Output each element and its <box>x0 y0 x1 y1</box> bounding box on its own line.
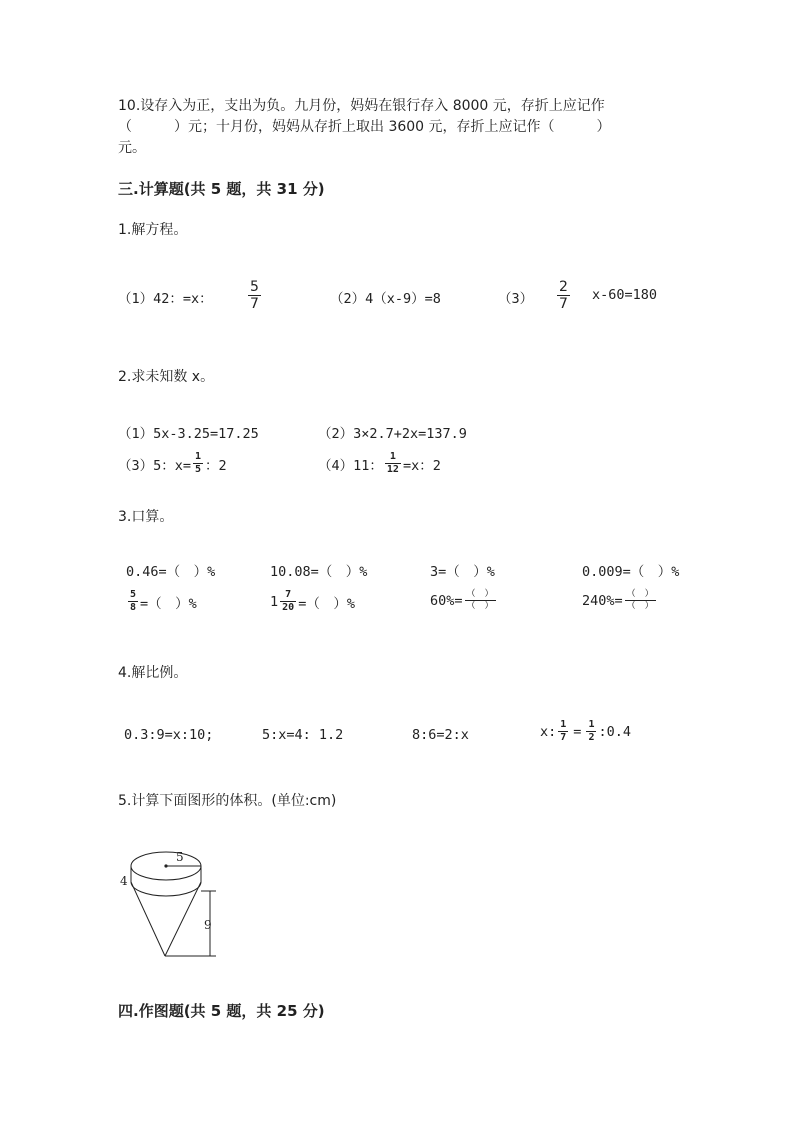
cylinder-height-label: 4 <box>120 874 128 888</box>
unknown-2: （2）3×2.7+2x=137.9 <box>318 426 467 442</box>
cylinder-bottom-arc <box>131 882 201 896</box>
equation-1 <box>118 287 213 307</box>
fraction-denominator: 7 <box>250 296 259 312</box>
equation-2: （2）4（x-9）=8 <box>330 291 441 307</box>
unknown-4 <box>318 452 441 475</box>
q10-line-1: 10.设存入为正，支出为负。九月份，妈妈在银行存入 8000 元，存折上应记作 <box>118 98 605 114</box>
mental-math-8 <box>582 590 658 611</box>
mental-math-7-prefix: 60%= <box>430 592 463 609</box>
cone-right-side <box>165 882 201 956</box>
proportion-2: 5:x=4: 1.2 <box>262 727 344 743</box>
proportion-3: 8:6=2:x <box>412 727 469 743</box>
fraction-numerator: 1 <box>389 451 396 462</box>
fraction-denominator: 20 <box>282 602 295 613</box>
fraction-denominator: 7 <box>560 732 567 743</box>
mental-math-6 <box>270 590 355 613</box>
fraction-denominator: 7 <box>559 296 568 312</box>
fraction-numerator: （ ） <box>466 589 494 599</box>
proportion-4-equals: = <box>573 723 582 740</box>
unknown-3-prefix: （3）5：x= <box>118 457 192 474</box>
mental-math-4: 0.009=（ ）% <box>582 564 680 580</box>
unknown-4-prefix: （4）11： <box>318 457 383 474</box>
q10-line-2: （ ）元；十月份，妈妈从存折上取出 3600 元，存折上应记作（ ） <box>118 119 611 135</box>
problem-1-title: 1.解方程。 <box>118 222 188 238</box>
problem-4-title: 4.解比例。 <box>118 665 188 681</box>
problem-5-title: 5.计算下面图形的体积。(单位:cm) <box>118 793 337 809</box>
fraction-numerator: 7 <box>285 589 292 600</box>
fraction-numerator: （ ） <box>626 589 654 599</box>
proportion-4-prefix: x: <box>540 723 557 740</box>
unknown-3 <box>118 452 227 475</box>
mental-math-3: 3=（ ）% <box>430 564 495 580</box>
mixed-number-whole: 1 <box>270 593 279 610</box>
mental-math-8-prefix: 240%= <box>582 592 623 609</box>
fraction-denominator: 5 <box>195 464 202 475</box>
equation-3-fraction <box>555 280 572 311</box>
equation-3-suffix: x-60=180 <box>592 287 658 303</box>
problem-3-title: 3.口算。 <box>118 509 174 525</box>
section-4-heading: 四.作图题(共 5 题，共 25 分) <box>118 1002 325 1020</box>
cone-left-side <box>131 882 165 956</box>
fraction-numerator: 1 <box>588 719 595 730</box>
fraction-numerator: 1 <box>560 719 567 730</box>
cylinder-cone-figure <box>110 838 230 966</box>
fraction-numerator: 2 <box>559 279 568 295</box>
mental-math-7 <box>430 590 498 611</box>
proportion-4 <box>540 720 631 743</box>
unknown-4-suffix: =x：2 <box>402 457 441 474</box>
proportion-4-suffix: :0.4 <box>598 723 631 740</box>
cone-height-label: 9 <box>204 918 212 932</box>
fraction-denominator: 12 <box>386 464 399 475</box>
fraction-denominator: （ ） <box>466 601 494 611</box>
q10-line-3: 元。 <box>118 140 146 156</box>
fraction-numerator: 5 <box>250 279 259 295</box>
fraction-denominator: （ ） <box>626 601 654 611</box>
equation-1-prefix: （1）42：=x： <box>118 291 213 307</box>
fraction-numerator: 5 <box>130 589 137 600</box>
unknown-3-suffix: ：2 <box>205 457 227 474</box>
radius-label: 5 <box>176 850 184 864</box>
proportion-1: 0.3:9=x:10; <box>124 727 214 743</box>
equation-1-fraction <box>246 280 263 311</box>
fraction-denominator: 8 <box>130 602 137 613</box>
unknown-1: （1）5x-3.25=17.25 <box>118 426 259 442</box>
mental-math-2: 10.08=（ ）% <box>270 564 368 580</box>
problem-2-title: 2.求未知数 x。 <box>118 369 215 385</box>
fraction-numerator: 1 <box>195 451 202 462</box>
mental-math-5-suffix: =（ ）% <box>140 595 197 612</box>
equation-3-prefix: （3） <box>498 291 534 307</box>
section-3-heading: 三.计算题(共 5 题，共 31 分) <box>118 180 325 198</box>
fraction-denominator: 2 <box>588 732 595 743</box>
mental-math-6-suffix: =（ ）% <box>298 595 355 612</box>
mental-math-5 <box>126 590 197 613</box>
mental-math-1: 0.46=（ ）% <box>126 564 216 580</box>
